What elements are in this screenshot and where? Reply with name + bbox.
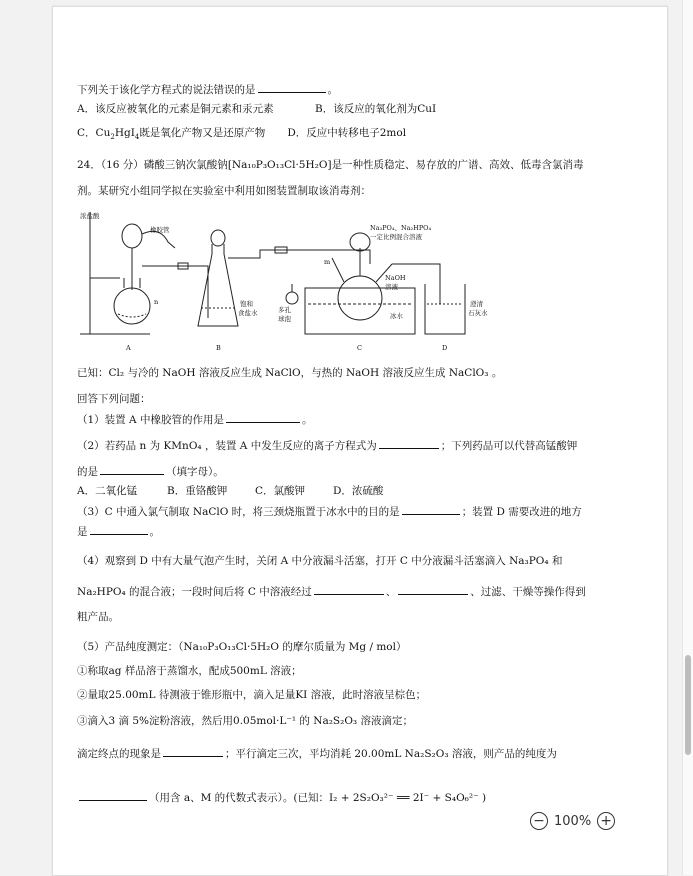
label-limewater-2: 石灰水 xyxy=(468,309,488,317)
zoom-control xyxy=(530,810,615,832)
part-2-line1: （2）若药品 n 为 KMnO₄ ，装置 A 中发生反应的离子方程式为 ；下列药品可以代替高锰酸钾 xyxy=(77,440,578,452)
label-multi-hole-2: 球泡 xyxy=(278,315,291,323)
purity-expression: （用含 a、M 的代数式表示）。(已知：I₂ + 2S₂O₃²⁻ ══ 2I⁻ + S₄O₆²⁻ ) xyxy=(77,790,486,805)
answer-blank xyxy=(258,82,326,93)
q23-options-ab: A．该反应被氧化的元素是铜元素和汞元素 B．该反应的氧化剂为CuI xyxy=(77,103,437,115)
part-4-line1: （4）观察到 D 中有大量气泡产生时，关闭 A 中分液漏斗活塞，打开 C 中分液漏斗活塞滴入 Na₃PO₄ 和 xyxy=(77,555,563,567)
label-saturated-2: 食盐水 xyxy=(238,309,258,317)
label-apparatus-d: D xyxy=(442,344,448,352)
q24-heading: 24．（16 分）磷酸三钠次氯酸钠[Na₁₀P₃O₁₃Cl·5H₂O]是一种性质稳定、易存放的广谱、高效、低毒含氯消毒 xyxy=(77,159,584,171)
step-3: ③滴入3 滴 5%淀粉溶液，然后用0.05mol·L⁻¹ 的 Na₂S₂O₃ 溶液滴定； xyxy=(77,715,413,727)
part-2-line2: 的是 （填字母）。 xyxy=(77,466,224,478)
label-multi-hole-1: 多孔 xyxy=(278,306,291,314)
answer-blank xyxy=(79,790,147,801)
minus-icon: − xyxy=(533,813,545,829)
label-apparatus-a: A xyxy=(126,344,131,352)
q24-intro: 剂。某研究小组同学拟在实验室中利用如图装置制取该消毒剂： xyxy=(77,185,371,197)
known-info: 已知：Cl₂ 与冷的 NaOH 溶液反应生成 NaClO，与热的 NaOH 溶液反应生成 NaClO₃ 。 xyxy=(77,367,503,379)
apparatus-figure xyxy=(80,208,500,356)
answer-blank xyxy=(398,584,468,595)
label-rubber-tube: 橡胶管 xyxy=(150,226,170,234)
label-naoh-1: NaOH xyxy=(385,274,406,282)
scrollbar-thumb[interactable] xyxy=(685,655,691,755)
part-1: （1）装置 A 中橡胶管的作用是 。 xyxy=(77,414,313,426)
part-4-line3: 粗产品。 xyxy=(77,611,119,623)
label-n: n xyxy=(154,298,159,306)
label-conc-hcl: 浓盐酸 xyxy=(80,212,100,220)
answer-blank xyxy=(379,438,439,449)
answer-blank xyxy=(402,504,460,515)
label-saturated-1: 饱和 xyxy=(240,300,253,308)
step-2: ②量取25.00mL 待测液于锥形瓶中，滴入足量KI 溶液，此时溶液呈棕色； xyxy=(77,689,427,701)
zoom-out-button[interactable] xyxy=(530,812,548,830)
label-naoh-2: 溶液 xyxy=(385,283,398,291)
label-apparatus-c: C xyxy=(357,344,362,352)
label-mixture-1: Na₃PO₄、Na₂HPO₄ xyxy=(370,224,432,232)
label-mixture-2: 一定比例混合溶液 xyxy=(370,233,422,241)
zoom-level: 100% xyxy=(554,813,592,829)
label-apparatus-b: B xyxy=(216,344,221,352)
part-3-line1: （3）C 中通入氯气制取 NaClO 时，将三颈烧瓶置于冰水中的目的是 ；装置 D 需要改进的地方 xyxy=(77,506,582,518)
answer-blank xyxy=(226,412,300,423)
part-3-line2: 是 。 xyxy=(77,526,160,538)
answer-blank xyxy=(314,584,384,595)
titration-end: 滴定终点的现象是 ；平行滴定三次，平均消耗 20.00mL Na₂S₂O₃ 溶液，则产品的纯度为 xyxy=(77,748,557,760)
label-m: m xyxy=(324,258,331,266)
label-limewater-1: 澄清 xyxy=(470,300,483,308)
answer-blank xyxy=(100,464,164,475)
q23-stem: 下列关于该化学方程式的说法错误的是 。 xyxy=(77,84,338,96)
part-4-line2: Na₂HPO₄ 的混合液；一段时间后将 C 中溶液经过 、 、过滤、干燥等操作得到 xyxy=(77,586,586,598)
vertical-scrollbar[interactable] xyxy=(682,0,693,875)
q23-options-cd: C．$Cu_2HgI_4$既是氧化产物又是还原产物 D．反应中转移电子2mol xyxy=(77,127,407,142)
answer-blank xyxy=(163,746,223,757)
answer-intro: 回答下列问题： xyxy=(77,393,151,405)
zoom-in-button[interactable] xyxy=(597,812,615,830)
step-1: ①称取ag 样品溶于蒸馏水，配成500mL 溶液； xyxy=(77,665,302,677)
part-2-options: A．二氧化锰 B．重铬酸钾 C．氯酸钾 D．浓硫酸 xyxy=(77,485,384,497)
label-ice-water: 冰水 xyxy=(390,312,403,320)
part-5: （5）产品纯度测定：（Na₁₀P₃O₁₃Cl·5H₂O 的摩尔质量为 Mg / mol） xyxy=(77,641,407,653)
answer-blank xyxy=(90,524,148,535)
plus-icon: + xyxy=(600,813,613,829)
